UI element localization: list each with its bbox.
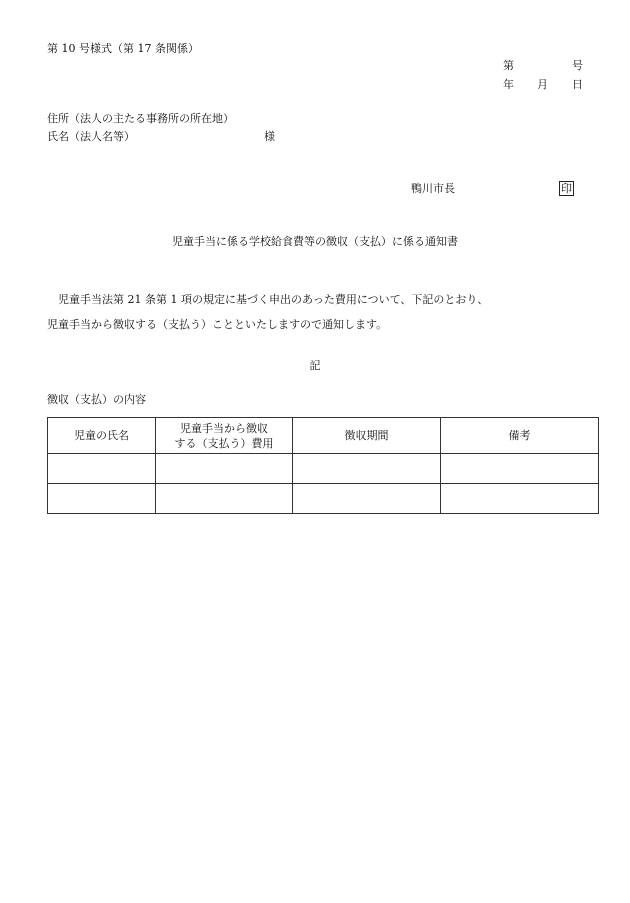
recipient-honorific: 様 [264, 130, 275, 143]
cell-period[interactable] [293, 484, 441, 514]
cell-remarks[interactable] [441, 454, 599, 484]
date-year-label: 年 [503, 78, 514, 91]
cell-remarks[interactable] [441, 484, 599, 514]
document-number-prefix: 第 [503, 59, 514, 72]
header-fee [156, 418, 293, 454]
cell-fee[interactable] [156, 484, 293, 514]
cell-child-name[interactable] [48, 454, 156, 484]
seal-mark: 印 [561, 182, 572, 195]
table-row [48, 484, 599, 514]
date-month-label: 月 [537, 78, 548, 91]
form-number: 第 10 号様式（第 17 条関係） [47, 42, 199, 55]
header-fee-line-2: する（支払う）費用 [174, 436, 274, 450]
detail-table [47, 417, 599, 514]
document-number-suffix: 号 [572, 59, 583, 72]
document-title: 児童手当に係る学校給食費等の徴収（支払）に係る通知書 [172, 235, 458, 248]
cell-period[interactable] [293, 454, 441, 484]
header-remarks: 備考 [441, 418, 599, 454]
table-header-row [48, 418, 599, 454]
body-text-line-2: 児童手当から徴収する（支払う）ことといたしますので通知します。 [47, 318, 388, 331]
cell-fee[interactable] [156, 454, 293, 484]
issuer-name: 鴨川市長 [411, 182, 455, 195]
header-fee-line-1: 児童手当から徴収 [180, 421, 268, 435]
body-text-line-1: 児童手当法第 21 条第 1 項の規定に基づく申出のあった費用について、下記のとおり、 [58, 293, 489, 306]
recipient-name-label: 氏名（法人名等） [47, 130, 135, 143]
table-row [48, 454, 599, 484]
ki-heading: 記 [309, 359, 321, 372]
header-period: 徴収期間 [293, 418, 441, 454]
cell-child-name[interactable] [48, 484, 156, 514]
recipient-address-label: 住所（法人の主たる事務所の所在地） [47, 112, 234, 125]
table-caption: 徴収（支払）の内容 [47, 393, 146, 406]
header-child-name: 児童の氏名 [48, 418, 156, 454]
date-day-label: 日 [572, 78, 583, 91]
